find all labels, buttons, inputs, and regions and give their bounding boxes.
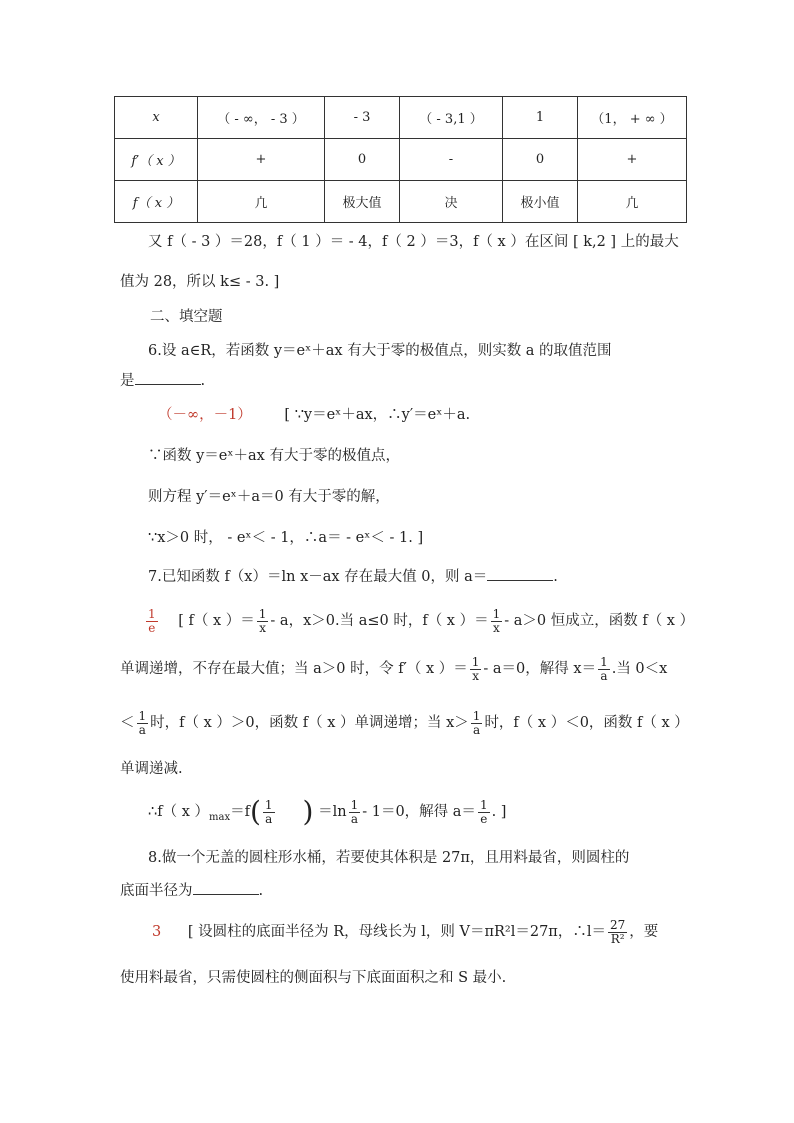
numerator: 1 [138,708,147,723]
fraction [470,656,482,683]
text-span: - 1＝0，解得 a＝ [362,804,476,820]
denominator: a [350,811,358,826]
table-row [115,139,687,181]
table-cell: 凣 [578,181,687,223]
fraction [349,799,361,826]
text-span: - a＞0 恒成立，函数 f（ x ） [504,613,695,629]
table-cell: 极小值 [503,181,578,223]
fraction [471,710,483,737]
numerator: 1 [350,797,359,812]
text-span: ∴f（ x ） [148,804,209,820]
text-span: ＜ [120,715,135,731]
table-cell: 0 [325,139,400,181]
left-paren: ( [249,795,261,828]
table-cell: - 3 [325,97,400,139]
text-span: [ 设圆柱的底面半径为 R，母线长为 l，则 V＝πR²l＝27π，∴l＝ [187,924,606,940]
denominator: R² [610,931,625,946]
text-line [120,880,263,901]
answer-fraction [146,608,158,635]
table-cell: 1 [503,97,578,139]
table-cell: + [578,139,687,181]
text-line: 使用料最省，只需使圆柱的侧面积与下底面面积之和 S 最小. [120,970,507,986]
text-span: ，要 [629,924,659,940]
section-heading: 二、填空题 [150,309,223,325]
table-cell: 决 [400,181,503,223]
denominator: a [473,722,481,737]
text-span: - a，x＞0.当 a≤0 时，f（ x ）＝ [270,613,489,629]
table-cell: + [198,139,325,181]
table-cell: （ - 3,1 ） [400,97,503,139]
text-span: 单调递增，不存在最大值；当 a＞0 时，令 f′（ x ）＝ [120,661,468,677]
numerator: 1 [472,708,481,723]
numerator: 1 [600,654,608,669]
text-line: 值为 28，所以 k≤ - 3. ] [120,274,280,290]
denominator: x [493,620,500,635]
text-line [120,708,689,738]
denominator: a [600,668,608,683]
table-cell: 0 [503,139,578,181]
row-header-cell: f（ x ） [115,181,198,223]
text-span: 时，f（ x ）＞0，函数 f（ x ）单调递增；当 x＞ [150,715,469,731]
table-cell: - [400,139,503,181]
answer-line [144,606,694,636]
answer-blank [193,880,259,895]
fraction [491,608,503,635]
numerator: 1 [264,797,273,812]
denominator: a [138,722,146,737]
fraction [598,656,610,683]
text-span: - a＝0，解得 x＝ [483,661,597,677]
text-span: . [258,883,264,899]
denominator: a [265,811,273,826]
table-cell: （1， + ∞ ） [578,97,687,139]
table-row [115,97,687,139]
denominator: x [472,668,479,683]
denominator: e [148,620,156,635]
text-line: 则方程 y′＝eˣ＋a＝0 有大于零的解， [148,489,390,505]
numerator: 1 [471,654,480,669]
text-span: . [553,569,558,585]
fraction [137,710,149,737]
text-line: 又 f（ - 3 ）＝28，f（ 1 ）＝ - 4，f（ 2 ）＝3，f（ x ）在区间 [ k,2 ] 上的最大 [148,234,679,250]
row-header-cell: f′（ x ） [115,139,198,181]
numerator: 1 [148,606,156,621]
text-line: ∵x＞0 时， - eˣ＜ - 1，∴a＝ - eˣ＜ - 1. ] [148,530,424,546]
text-span: ＝ln [318,804,347,820]
fraction [257,608,269,635]
table-cell: （ - ∞， - 3 ） [198,97,325,139]
table-cell: 凣 [198,181,325,223]
text-line: ∵函数 y＝eˣ＋ax 有大于零的极值点， [148,448,400,464]
text-span: . ] [491,804,507,820]
text-span: 是 [120,373,135,389]
question-7 [148,566,558,587]
answer-value: 3 [152,924,162,940]
text-line [120,370,205,391]
text-span: 时，f（ x ）＜0，函数 f（ x ） [484,715,689,731]
monotonicity-table [114,96,687,223]
answer-value: （－∞，－1） [158,407,252,423]
numerator: 1 [492,606,501,621]
table-cell: 极大值 [325,181,400,223]
text-line [120,654,667,684]
denominator: e [480,811,488,826]
text-line: 单调递减. [120,761,183,777]
text-span: [ ∵y＝eˣ＋ax，∴y′＝eˣ＋a. [284,407,471,423]
text-span: 7.已知函数 f（x）＝ln x－ax 存在最大值 0，则 a＝ [148,569,488,585]
right-paren: ) [302,795,314,828]
denominator: x [259,620,266,635]
fraction [608,919,627,946]
text-span: . [200,373,206,389]
formula-line [148,795,506,835]
fraction [478,799,490,826]
numerator: 1 [258,606,267,621]
answer-line [158,405,470,425]
text-span: 底面半径为 [120,883,193,899]
row-header-cell: x [115,97,198,139]
answer-blank [135,370,201,385]
subscript: max [209,811,231,823]
fraction [263,799,275,826]
text-span: .当 0＜x [611,661,668,677]
table-row [115,181,687,223]
text-span: [ f（ x ）＝ [178,613,255,629]
question-8: 8.做一个无盖的圆柱形水桶，若要使其体积是 27π，且用料最省，则圆柱的 [148,850,630,866]
answer-blank [487,566,553,581]
answer-line [152,915,658,949]
numerator: 1 [479,797,488,812]
numerator: 27 [609,917,626,932]
text-span: ＝f [230,804,250,820]
question-6: 6.设 a∈R，若函数 y＝eˣ＋ax 有大于零的极值点，则实数 a 的取值范围 [148,343,612,359]
